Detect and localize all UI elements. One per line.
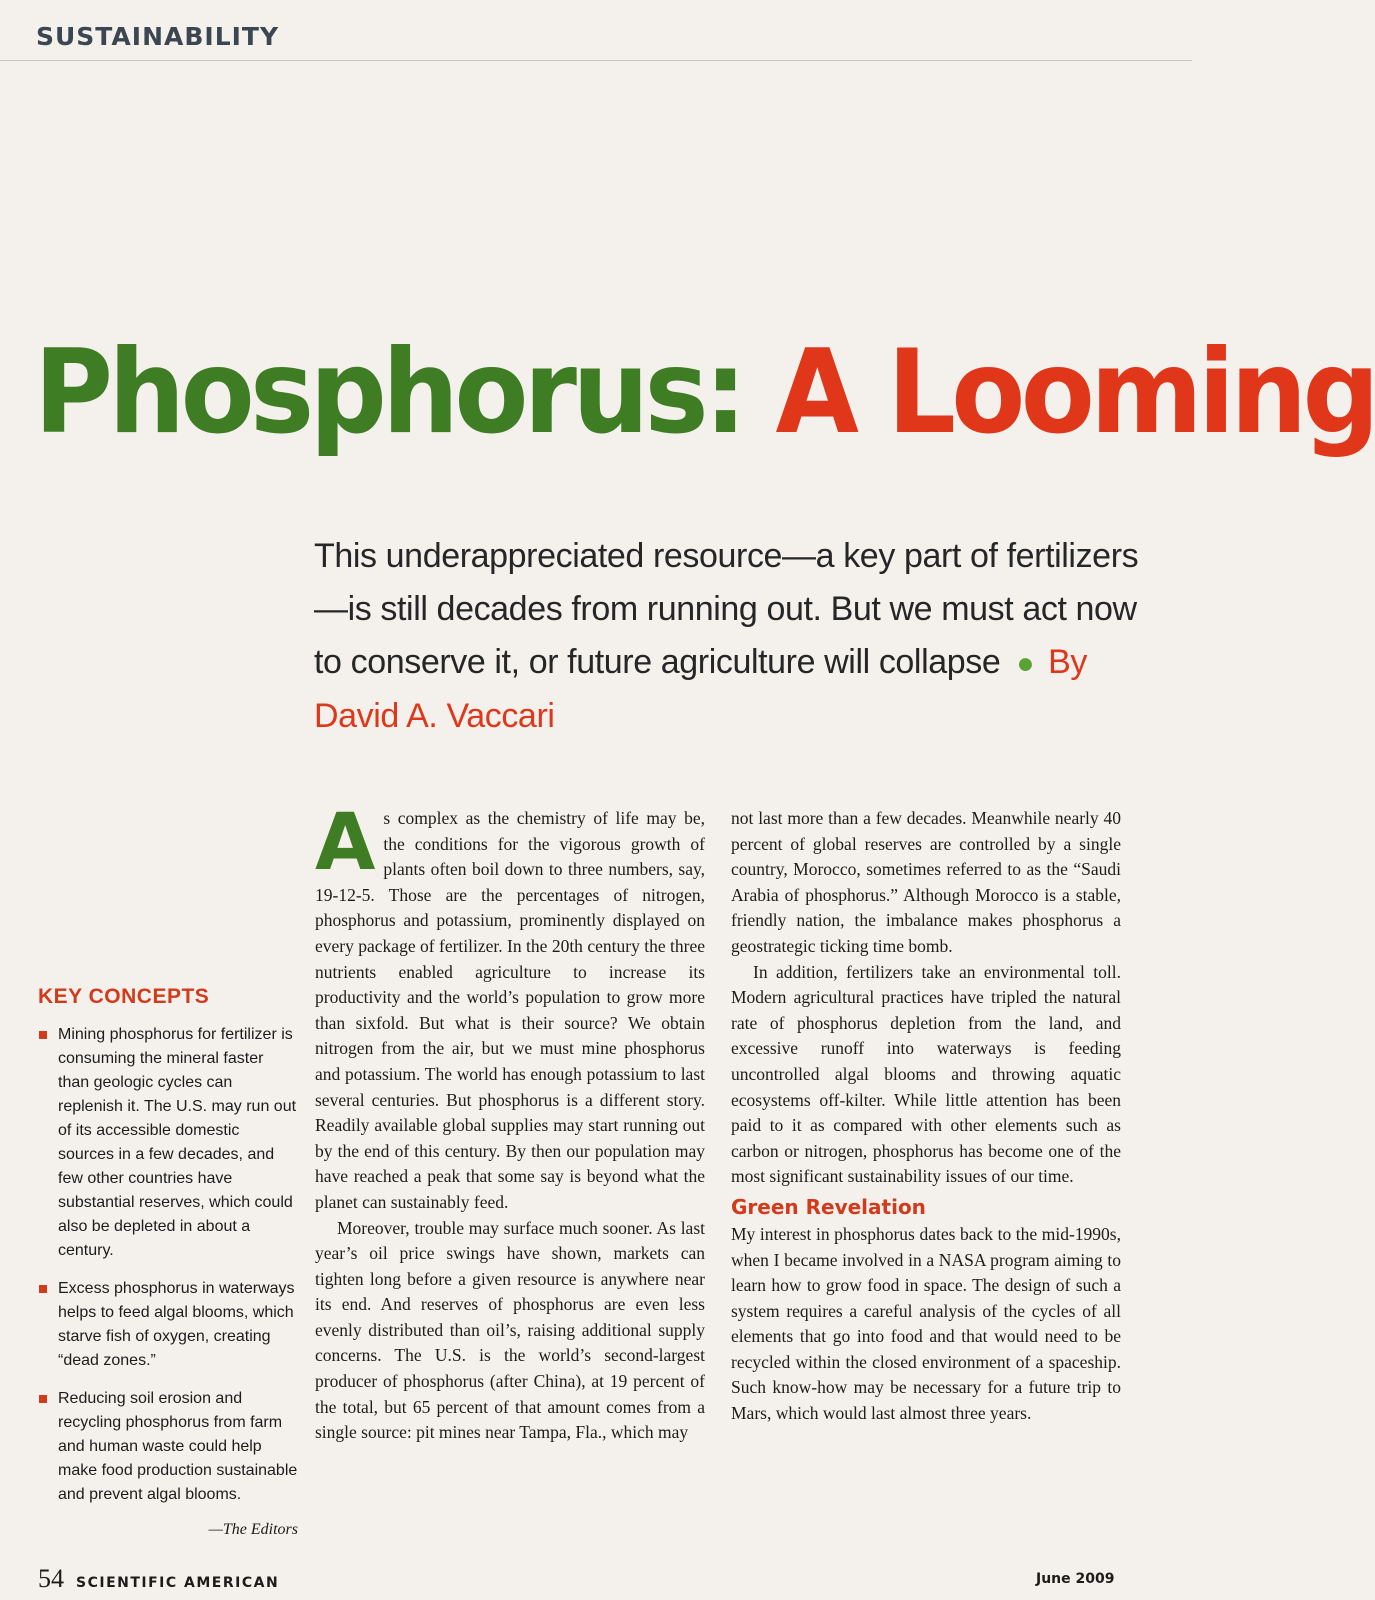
key-concepts-list (38, 1023, 298, 1507)
deck-text: This underappreciated resource—a key part of fertilizers—is still decades from running out. But we must act now to conserve it, or future agriculture will collapse (314, 537, 1139, 681)
key-concept-text: Reducing soil erosion and recycling phosphorus from farm and human waste could help make food production sustainable and prevent algal blooms. (58, 1390, 298, 1503)
square-bullet-icon (39, 1285, 47, 1293)
byline-dot-icon: ● (1016, 647, 1035, 680)
editors-signature: —The Editors (208, 1521, 298, 1538)
body-column-1 (315, 798, 705, 1446)
body-column-2 (731, 806, 1121, 1427)
key-concepts-sidebar (38, 985, 298, 1539)
section-label: SUSTAINABILITY (36, 22, 280, 51)
page-number: 54 (38, 1564, 64, 1593)
paragraph-text: s complex as the chemistry of life may be, the conditions for the vigorous growth of plants often boil down to three numbers, say, 19-12-5. Those are the percentages of nitrogen, phosphorus and potassium, prominently displayed on every package of fertilizer. In the 20th century the three nutrients enabled agriculture to increase its productivity and the world’s population to grow more than sixfold. But what is their source? We obtain nitrogen from the air, but we must mine phosphorus and potassium. The world has enough potassium to last several centuries. But phosphorus is a different story. Readily available global supplies may start running out by the end of this century. By then our population may have reached a peak that some say is beyond what the planet can sustainably feed. (315, 808, 705, 1212)
headline (34, 318, 1375, 468)
key-concept-item (38, 1387, 298, 1507)
subhead: Green Revelation (731, 1194, 926, 1219)
key-concept-item (38, 1023, 298, 1263)
key-concept-text: Excess phosphorus in waterways helps to feed algal blooms, which starve fish of oxygen, creating “dead zones.” (58, 1280, 295, 1369)
drop-cap: A (315, 798, 376, 888)
top-rule (0, 60, 1192, 61)
headline-part2: A Looming (775, 325, 1375, 460)
body-paragraph (315, 798, 705, 1216)
body-paragraph: Moreover, trouble may surface much sooner. As last year’s oil price swings have shown, markets can tighten long before a given resource is anywhere near its end. And reserves of phosphorus are even less evenly distributed than oil’s, raising additional supply concerns. The U.S. is the world’s second-largest producer of phosphorus (after China), at 19 percent of the total, but 65 percent of that amount comes from a single source: pit mines near Tampa, Fla., which may (315, 1217, 705, 1443)
square-bullet-icon (39, 1031, 47, 1039)
body-paragraph: not last more than a few decades. Meanwhile nearly 40 percent of global reserves are controlled by a single country, Morocco, sometimes referred to as the “Saudi Arabia of phosphorus.” Although Morocco is a stable, friendly nation, the imbalance makes phosphorus a geostrategic ticking time bomb. (731, 808, 1121, 956)
headline-part1: Phosphorus: (34, 325, 743, 460)
magazine-name: SCIENTIFIC AMERICAN (76, 1575, 280, 1591)
body-paragraph: My interest in phosphorus dates back to the mid-1990s, when I became involved in a NASA program aiming to learn how to grow food in space. The design of such a system requires a careful analysis of the cycles of all elements that go into food and that would need to be recycled within the closed environment of a spaceship. Such know-how may be necessary for a future trip to Mars, which would last almost three years. (731, 1223, 1121, 1424)
body-paragraph: In addition, fertilizers take an environmental toll. Modern agricultural practices have tripled the natural rate of phosphorus depletion from the land, and excessive runoff into waterways is feeding uncontrolled algal blooms and throwing aquatic ecosystems off-kilter. While little attention has been paid to it as compared with other elements such as carbon or nitrogen, phosphorus has become one of the most significant sustainability issues of our time. (731, 961, 1121, 1187)
key-concepts-title: KEY CONCEPTS (38, 985, 210, 1008)
key-concept-item (38, 1277, 298, 1373)
byline: By David A. Vaccari (314, 643, 1087, 735)
square-bullet-icon (39, 1395, 47, 1403)
footer-left (38, 1564, 279, 1594)
key-concept-text: Mining phosphorus for fertilizer is consuming the mineral faster than geologic cycles can replenish it. The U.S. may run out of its accessible domestic sources in a few decades, and few other countries have substantial reserves, which could also be depleted in about a century. (58, 1026, 297, 1259)
issue-date: June 2009 (1036, 1571, 1115, 1587)
deck (314, 530, 1154, 743)
